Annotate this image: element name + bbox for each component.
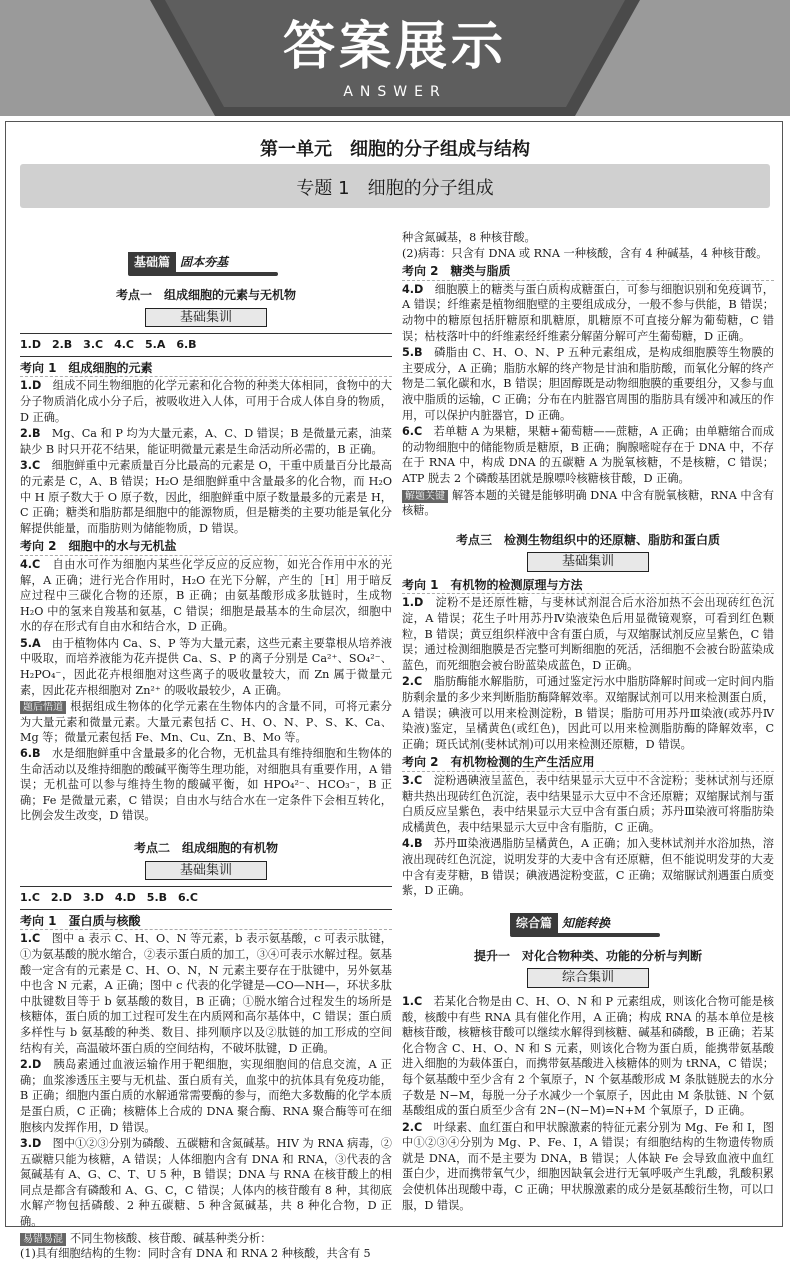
continued-text: 种含氮碱基，8 种核苷酸。 (402, 231, 536, 244)
badge-swoosh (128, 272, 278, 276)
answer-item: 2.B Mg、Ca 和 P 均为大量元素，A、C、D 错误；B 是微量元素，油菜缺少 B 时只开花不结果，能证明微量元素是生命活动所必需的，B 正确。 (20, 427, 392, 456)
tip-tag: 解题关键 (402, 490, 448, 503)
section-badge-comprehensive (510, 913, 774, 939)
tip-note-cont: (1)具有细胞结构的生物：同时含有 DNA 和 RNA 2 种核酸，共含有 5 (20, 1247, 371, 1261)
kaoxiang-heading: 考向 2 糖类与脂质 (402, 264, 774, 281)
answer-item: 4.D 细胞膜上的糖类与蛋白质构成糖蛋白，可参与细胞识别和免疫调节，A 错误；纤维素是植物细胞壁的主要组成成分，一般不参与供能，B 错误；动物中的糖原包括肝糖原和肌糖原，肌糖原不可直接分解为葡萄糖，C 错误；枯枝落叶中的纤维素经纤维素分解菌分解可产生葡萄糖，D 正确。 (402, 282, 774, 343)
topic-bar (20, 164, 770, 208)
kaodian-1-title: 考点一 组成细胞的元素与无机物 (115, 288, 296, 302)
answer-item: 1.C 图中 a 表示 C、H、O、N 等元素，b 表示氨基酸，c 可表示肽键，①为氨基酸的脱水缩合，②表示蛋白质的加工，③④可表示水解过程。氨基酸一定含有的元素是 C、H、O、N，N 元素主要存在于肽键中，另外氨基中也含 N 元素，A 正确；图中 c 代表的化学键是—CO—NH—，环状多肽中肽键数目等于 b 氨基酸的数目，B 正确；①脱水缩合过程发生的场所是核糖体，蛋白质的加工过程可发生在内质网和高尔基体中，C 错误；蛋白质多样性与 b 氨基酸的种类、数目、排列顺序以及②肽链的加工形成的空间结构有关，高温破坏蛋白质的空间结构，不破坏肽键，D 正确。 (20, 932, 392, 1055)
kaodian-3-label: 基础集训 (527, 552, 649, 572)
banner-subtitle: ANSWER (343, 84, 447, 100)
badge-main: 基础篇 (128, 252, 176, 274)
answer-item: 3.C 细胞鲜重中元素质量百分比最高的元素是 O，干重中质量百分比最高的元素是 C，A、B 错误；H₂O 是细胞鲜重中含量最多的化合物，而 H₂O 中 H 原子数大于 O 原子数，因此，细胞鲜重中原子数量最多的元素是 H，C 正确；糖类和脂肪都是细胞中的能源物质，但是糖类的主要功能是氧化分解提供能量，而脂肪则为储能物质，D 错误。 (20, 459, 392, 535)
answer-item: 2.C 脂肪酶能水解脂肪，可通过鉴定污水中脂肪降解时间或一定时间内脂肪剩余量的多少来判断脂肪酶降解效率。双缩脲试剂可以用来检测蛋白质，A 错误；碘液可以用来检测淀粉，B 错误；脂肪可用苏丹Ⅲ染液(或苏丹Ⅳ染液)鉴定，呈橘黄色(或红色)，因此可以用来检测脂肪酶的降解效率，C 正确；斑氏试剂(斐林试剂)可以用来检测还原糖，D 错误。 (402, 675, 774, 751)
answer-item: 2.C 叶绿素、血红蛋白和甲状腺激素的特征元素分别为 Mg、Fe 和 I，图中①②③④分别为 Mg、P、Fe、I，A 错误；有细胞结构的生物遗传物质就是 DNA，而不是主要为 DNA，B 错误；人体缺 Fe 会导致血液中血红蛋白少，进而携带氧气少，细胞因缺氧会进行无氧呼吸产生乳酸，乳酸积累会使机体出现酸中毒，C 正确；甲状腺激素的成分是氨基酸衍生物，可以口服，D 错误。 (402, 1120, 774, 1212)
tip-tag: 题后悟道 (20, 701, 66, 714)
answer-item: 1.D 淀粉不是还原性糖，与斐林试剂混合后水浴加热不会出现砖红色沉淀，A 错误；花生子叶用苏丹Ⅳ染液染色后用显微镜观察，可看到红色颗粒，B 错误；黄豆组织样液中含有蛋白质，与双缩脲试剂反应呈紫色，C 错误；通过检测细胞膜是否完整可判断细胞的死活，活细胞不会被台盼蓝染成蓝色，而死细胞会被台盼蓝染成蓝色，D 正确。 (402, 596, 774, 672)
kaodian-2-label: 基础集训 (145, 861, 267, 881)
badge-swoosh (510, 933, 660, 937)
kaoxiang-heading: 考向 1 组成细胞的元素 (20, 361, 392, 378)
left-column (20, 246, 392, 1262)
answer-item: 2.D 胰岛素通过血液运输作用于靶细胞，实现细胞间的信息交流，A 正确；血浆渗透压主要与无机盐、蛋白质有关，血浆中的抗体具有免疫功能，B 正确；细胞内蛋白质的水解通常需要酶的参与，而绝大多数酶的化学本质是蛋白质，C 正确；核糖体上合成的 DNA 聚合酶、RNA 聚合酶等可在细胞核内发挥作用，D 错误。 (20, 1058, 392, 1134)
badge-sub: 知能转换 (562, 915, 611, 930)
answer-item: 6.B 水是细胞鲜重中含量最多的化合物，无机盐具有维持细胞和生物体的生命活动以及维持细胞的酸碱平衡等生理功能，对细胞具有重要作用，A 错误；无机盐可以参与维持生物的酸碱平衡，如 HPO₄²⁻、HCO₃⁻，B 正确；Fe 是微量元素，C 错误；自由水与结合水在一定条件下会相互转化，比例会发生改变，D 错误。 (20, 747, 392, 823)
tip-note: 解题关键 解答本题的关键是能够明确 DNA 中含有脱氧核糖，RNA 中含有核糖。 (402, 488, 774, 518)
kaodian-1-answers: 1.D 2.B 3.C 4.C 5.A 6.B (20, 333, 392, 357)
kaodian-2-answers: 1.C 2.D 3.D 4.D 5.B 6.C (20, 886, 392, 910)
tip-note: 易错易混 不同生物核酸、核苷酸、碱基种类分析： (20, 1231, 392, 1247)
kaodian-2-title: 考点二 组成细胞的有机物 (133, 841, 278, 855)
kaoxiang-heading: 考向 2 细胞中的水与无机盐 (20, 539, 392, 556)
answer-item: 3.D 图中①②③分别为磷酸、五碳糖和含氮碱基。HIV 为 RNA 病毒，②五碳糖只能为核糖，A 错误；人体细胞内含有 DNA 和 RNA，③代表的含氮碱基有 A、G、C、T、U 5 种，B 错误；DNA 与 RNA 在核苷酸上的相同点是都含有磷酸和 A、G、C，C 错误；人体内的核苷酸有 8 种，其彻底水解产物包括磷酸、2 种五碳糖、5 种含氮碱基，共 8 种化合物，D 正确。 (20, 1137, 392, 1229)
right-column (402, 230, 774, 1214)
tip-note: 题后悟道 根据组成生物体的化学元素在生物体内的含量不同，可将元素分为大量元素和微量元素。大量元素包括 C、H、O、N、P、S、K、Ca、Mg 等；微量元素包括 Fe、Mn、Cu、Zn、B、Mo 等。 (20, 700, 392, 745)
answer-item: 4.B 苏丹Ⅲ染液遇脂肪呈橘黄色，A 正确；加入斐林试剂并水浴加热，溶液出现砖红色沉淀，说明发芽的大麦中含有还原糖，但不能说明发芽的大麦中含有麦芽糖，B 错误；碘液遇淀粉变蓝，C 正确；双缩脲试剂遇蛋白质变紫，D 正确。 (402, 837, 774, 898)
banner-title: 答案展示 (282, 17, 507, 77)
tisheng-1-title: 提升一 对化合物种类、功能的分析与判断 (473, 948, 702, 963)
answer-item: 6.C 若单糖 A 为果糖，果糖+葡萄糖——蔗糖，A 正确；由单糖缩合而成的动物细胞中的储能物质是糖原，B 正确；胸腺嘧啶存在于 DNA 中，不存在于 RNA 中，构成 DNA 的五碳糖 A 为脱氧核糖，不是核糖，C 错误；ATP 脱去 2 个磷酸基团就是腺嘌呤核糖核苷酸，D 正确。 (402, 425, 774, 485)
badge-sub: 固本夯基 (180, 255, 229, 269)
unit-title: 第一单元 细胞的分子组成与结构 (260, 139, 530, 160)
answer-banner (0, 0, 790, 118)
continued-text: (2)病毒：只含有 DNA 或 RNA 一种核酸，含有 4 种碱基，4 种核苷酸。 (402, 246, 768, 260)
answer-item: 4.C 自由水可作为细胞内某些化学反应的反应物，如光合作用中水的光解，A 正确；进行光合作用时，H₂O 在光下分解，产生的［H］用于暗反应过程中三碳化合物的还原，B 正确；由氨基酸形成多肽链时，生成物 H₂O 中的氢来自羧基和氨基，C 错误；细胞是最基本的生命层次，细胞中水的存在形式有自由水和结合水，D 正确。 (20, 557, 392, 634)
badge-main: 综合篇 (510, 913, 558, 935)
answer-item: 5.B 磷脂由 C、H、O、N、P 五种元素组成，是构成细胞膜等生物膜的主要成分，A 正确；脂肪水解的终产物是甘油和脂肪酸，而氧化分解的终产物是二氧化碳和水，B 错误；胆固醇既是动物细胞膜的重要组分，又参与血液中脂质的运输，C 正确；分布在内脏器官周围的脂肪具有缓冲和减压的作用，可以保护内脏器官，D 正确。 (402, 346, 774, 422)
kaoxiang-heading: 考向 1 蛋白质与核酸 (20, 914, 392, 931)
section-badge-basic (128, 252, 392, 278)
answer-item: 3.C 淀粉遇碘液呈蓝色，表中结果显示大豆中不含淀粉；斐林试剂与还原糖共热出现砖红色沉淀，表中结果显示大豆中不含还原糖；双缩脲试剂与蛋白质反应呈紫色，表中结果显示大豆中含有蛋白质；苏丹Ⅲ染液可将脂肪染成橘黄色，表中结果显示大豆中含有脂肪，C 正确。 (402, 774, 774, 834)
tisheng-1-label: 综合集训 (527, 968, 649, 988)
answer-item: 5.A 由于植物体内 Ca、S、P 等为大量元素，这些元素主要靠根从培养液中吸取，而培养液能为花卉提供 Ca、S、P 的离子分别是 Ca²⁺、SO₄²⁻、H₂PO₄⁻，因此花卉根细胞对这些离子的吸收量较大，而 Zn 属于微量元素，因此花卉根细胞对 Zn²⁺ 的吸收最较少，A 正确。 (20, 636, 392, 697)
answer-item: 1.D 组成不同生物细胞的化学元素和化合物的种类大体相同，食物中的大分子物质消化成小分子后，被吸收进入人体，可用于合成人体自身的物质，D 正确。 (20, 379, 392, 424)
topic-title: 专题 1 细胞的分子组成 (296, 178, 494, 199)
tip-tag: 易错易混 (20, 1233, 66, 1246)
kaodian-3-title: 考点三 检测生物组织中的还原糖、脂肪和蛋白质 (455, 532, 720, 547)
kaoxiang-heading: 考向 2 有机物检测的生产生活应用 (402, 755, 774, 772)
kaodian-1-label: 基础集训 (145, 308, 267, 328)
answer-item: 1.C 若某化合物是由 C、H、O、N 和 P 元素组成，则该化合物可能是核酸，核酸中有些 RNA 具有催化作用，A 正确；构成 RNA 的基本单位是核糖核苷酸，核糖核苷酸可以继续水解得到核糖、碱基和磷酸，B 正确；若某化合物含 C、H、O、N 和 S 元素，则该化合物为蛋白质，能携带氨基酸进入细胞的为载体蛋白，而携带氨基酸进入核糖体的则为 tRNA，C 错误；每个氨基酸中至少含有 2 个氧原子，N 个氨基酸形成 M 条肽链脱去的水分子数是 N−M，每脱一分子水减少一个氧原子，因此由 M 条肽链、N 个氨基酸组成的蛋白质至少含有 2N−(N−M)=N+M 个氧原子，D 正确。 (402, 994, 774, 1118)
kaoxiang-heading: 考向 1 有机物的检测原理与方法 (402, 578, 774, 595)
